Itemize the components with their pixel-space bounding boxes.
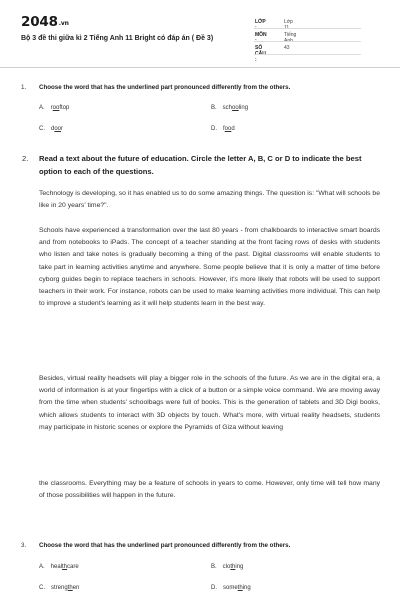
q3-option-c[interactable] <box>39 585 79 591</box>
underlined-part: oo <box>52 105 60 111</box>
meta-count-key: SỐ : <box>255 45 263 63</box>
word-part: ing <box>242 585 251 591</box>
q3-option-b[interactable] <box>211 564 243 570</box>
q2-number: 2. <box>22 154 29 163</box>
document-title: Bộ 3 đề thi giữa kì 2 Tiếng Anh 11 Bright có đáp án ( Đề 3) <box>21 35 214 42</box>
word-part: heal <box>50 564 63 570</box>
option-label: D. <box>211 126 217 132</box>
underlined-part: oo <box>232 105 239 111</box>
word-part: sch <box>222 105 233 111</box>
site-logo[interactable] <box>21 14 69 30</box>
q1-option-a[interactable] <box>39 105 69 111</box>
word-part: ftop <box>59 105 70 111</box>
meta-divider <box>254 28 361 29</box>
word-part: ling <box>238 105 249 111</box>
passage-paragraph: Besides, virtual reality headsets will play a bigger role in the schools of the future. As we are in the digital era, a world of information is at your fingertips with a click of a button or a simple voice command. We are moving away from the time when students' schoolbags were full of books. This is the generation of tablets and 3D Digi books, which allows students to interact with 3D objects by touch. What's more, with virtual reality headsets, students may participate in historic scenes or explore the Pyramids of Giza without leaving <box>39 375 380 431</box>
word-part: d <box>51 126 55 132</box>
word-part: en <box>72 585 80 591</box>
word-part: care <box>67 564 79 570</box>
underlined-part: oo <box>224 126 232 132</box>
q3-number: 3. <box>21 542 27 549</box>
underlined-part: th <box>67 585 73 591</box>
q1-option-c[interactable] <box>39 126 63 132</box>
word-part: r <box>61 126 64 132</box>
q3-option-a[interactable] <box>39 564 79 570</box>
passage-paragraph: Technology is developing, so it has enabled us to do some amazing things. The question is: "What will schools be like in 20 years' time?". <box>39 190 380 210</box>
q1-option-b[interactable] <box>211 105 248 111</box>
passage-paragraph: Schools have experienced a transformation over the last 80 years - from chalkboards to interactive smart boards and from notebooks to iPads. The concept of a teacher standing at the front facing rows of desks with students who listen and take notes is gradually becoming a thing of the past. Digital classrooms will enable students to take part in learning activities anytime and anywhere. Some people believe that it is only a matter of time before cyborg guides begin to replace teachers in schools. However, it's more likely that robots will be used to support teachers in their work. For instance, robots can be used to make learning activities more individual. This can help to improve a student's learning as it will help students learn in the best way. <box>39 227 380 308</box>
word-part: ing <box>235 564 244 570</box>
underlined-part: th <box>237 585 243 591</box>
logo-main: 2048 <box>21 14 58 30</box>
meta-divider <box>254 41 361 42</box>
option-label: A. <box>39 564 45 570</box>
word-part: f <box>223 126 225 132</box>
underlined-part: th <box>62 564 68 570</box>
meta-count-value: 43 <box>284 45 290 51</box>
word-part: d <box>231 126 235 132</box>
meta-subject-value: Tiếng <box>284 32 297 38</box>
word-part: streng <box>51 585 68 591</box>
underlined-part: th <box>230 564 236 570</box>
q3-prompt: Choose the word that has the underlined part pronounced differently from the others. <box>39 542 291 549</box>
option-label: C. <box>39 126 45 132</box>
q1-number: 1. <box>21 84 27 91</box>
option-label: B. <box>211 564 217 570</box>
underlined-part: oo <box>54 126 62 132</box>
word-part: some <box>223 585 238 591</box>
q2-prompt: Read a text about the future of education. Circle the letter A, B, C or D to indicate the best option to each of the questions. <box>39 154 362 176</box>
word-part: r <box>50 105 53 111</box>
option-label: C. <box>39 585 45 591</box>
passage-paragraph: the classrooms. Everything may be a feature of schools in years to come. However, only time will tell how many of those possibilities will happen in the future. <box>39 480 380 500</box>
option-label: B. <box>211 105 217 111</box>
q1-prompt: Choose the word that has the underlined part pronounced differently from the others. <box>39 84 291 91</box>
meta-class-value: Lớp <box>284 19 293 25</box>
meta-divider <box>254 54 361 55</box>
word-part: clo <box>222 564 231 570</box>
meta-subject-key: MÔN <box>255 32 267 38</box>
option-label: D. <box>211 585 217 591</box>
header-divider <box>0 67 400 68</box>
logo-tld: .vn <box>58 20 69 27</box>
document-header <box>0 0 400 68</box>
q3-option-d[interactable] <box>211 585 251 591</box>
option-label: A. <box>39 105 45 111</box>
meta-class-key: LỚP <box>255 19 266 25</box>
q1-option-d[interactable] <box>211 126 235 132</box>
